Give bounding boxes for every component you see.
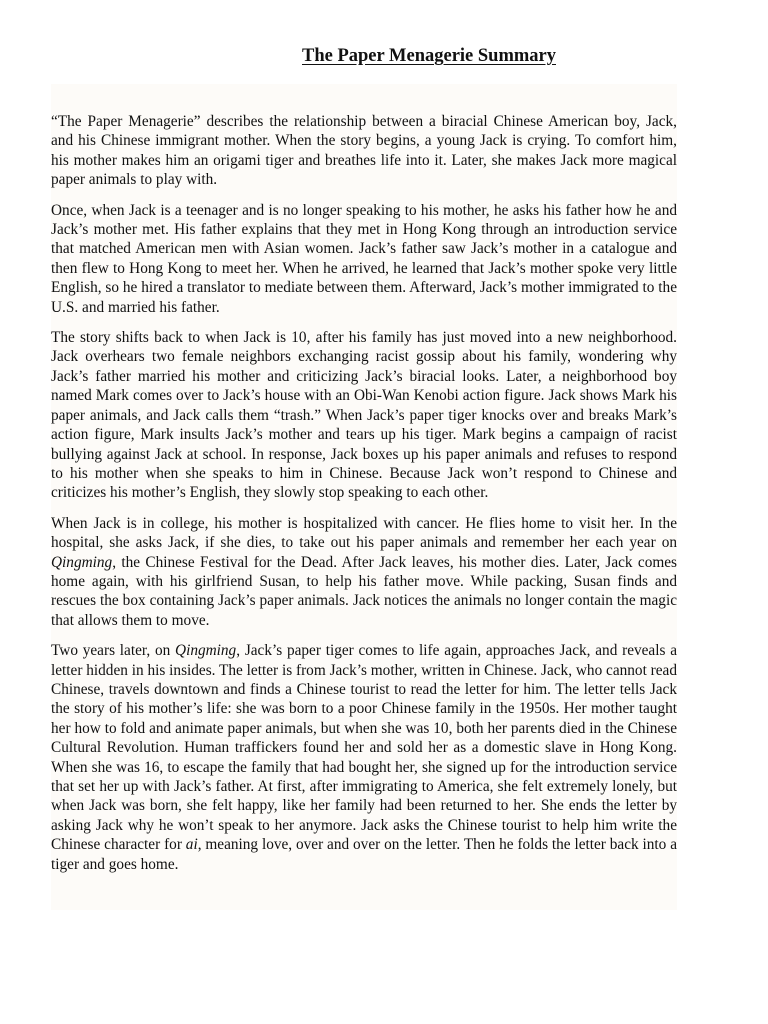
paragraph-1 (51, 112, 677, 190)
paragraph-2-text: Once, when Jack is a teenager and is no longer speaking to his mother, he asks his father how he and Jack’s mother met. His father explains that they met in Hong Kong through an introduction service that matched American men with Asian women. Jack’s father saw Jack’s mother in a catalogue and then flew to Hong Kong to meet her. When he arrived, he learned that Jack’s mother spoke very little English, so he hired a translator to mediate between them. Afterward, Jack’s mother immigrated to the U.S. and married his father. (51, 201, 677, 316)
ai-term: ai (185, 836, 198, 854)
paragraph-3-text: The story shifts back to when Jack is 10, after his family has just moved into a new neighborhood. Jack overhears two female neighbors exchanging racist gossip about his family, wondering why Jack’s father married his mother and criticizing Jack’s biracial looks. Later, a neighborhood boy named Mark comes over to Jack’s house with an Obi-Wan Kenobi action figure. Jack shows Mark his paper animals, and Jack calls them “trash.” When Jack’s paper tiger knocks over and breaks Mark’s action figure, Mark insults Jack’s mother and tears up his tiger. Mark begins a campaign of racist bullying against Jack at school. In response, Jack boxes up his paper animals and refuses to respond to his mother when she speaks to him in Chinese. Because Jack won’t respond to Chinese and criticizes his mother’s English, they slowly stop speaking to each other. (51, 329, 677, 502)
qingming-term: Qingming (51, 553, 113, 571)
document-title: The Paper Menagerie Summary (302, 46, 556, 66)
paragraph-4 (51, 514, 677, 630)
paragraph-2 (51, 201, 677, 317)
paragraph-5-text-b: , Jack’s paper tiger comes to life again, approaches Jack, and reveals a letter hidden in his insides. The letter is from Jack’s mother, written in Chinese. Jack, who cannot read Chinese, travels downtown and finds a Chinese tourist to read the letter for him. The letter tells Jack the story of his mother’s life: she was born to a poor Chinese family in the 1950s. Her mother taught her how to fold and animate paper animals, but when she was 10, both her parents died in the Chinese Cultural Revolution. Human traffickers found her and sold her as a domestic slave in Hong Kong. When she was 16, to escape the family that had bought her, she signed up for the introduction service that set her up with Jack’s father. At first, after immigrating to America, she felt extremely lonely, but when Jack was born, she felt happy, like her family had been returned to her. She ends the letter by asking Jack why he won’t speak to her anymore. Jack asks the Chinese tourist to help him write the Chinese character for (51, 642, 677, 854)
qingming-term: Qingming (175, 642, 237, 660)
paragraph-5 (51, 641, 677, 874)
document-body (51, 84, 677, 910)
paragraph-5-text-a: Two years later, on (51, 642, 176, 660)
paragraph-1-text: “The Paper Menagerie” describes the relationship between a biracial Chinese American boy, Jack, and his Chinese immigrant mother. When the story begins, a young Jack is crying. To comfort him, his mother makes him an origami tiger and breathes life into it. Later, she makes Jack more magical paper animals to play with. (51, 113, 677, 189)
paragraph-5-text-c: , meaning love, over and over on the letter. Then he folds the letter back into a tiger and goes home. (51, 836, 677, 873)
paragraph-3 (51, 328, 677, 503)
paragraph-4-text-b: , the Chinese Festival for the Dead. After Jack leaves, his mother dies. Later, Jack comes home again, with his girlfriend Susan, to help his father move. While packing, Susan finds and rescues the box containing Jack’s paper animals. Jack notices the animals no longer contain the magic that allows them to move. (51, 553, 677, 629)
paragraph-4-text-a: When Jack is in college, his mother is hospitalized with cancer. He flies home to visit her. In the hospital, she asks Jack, if she dies, to take out his paper animals and remember her each year on (51, 514, 677, 552)
